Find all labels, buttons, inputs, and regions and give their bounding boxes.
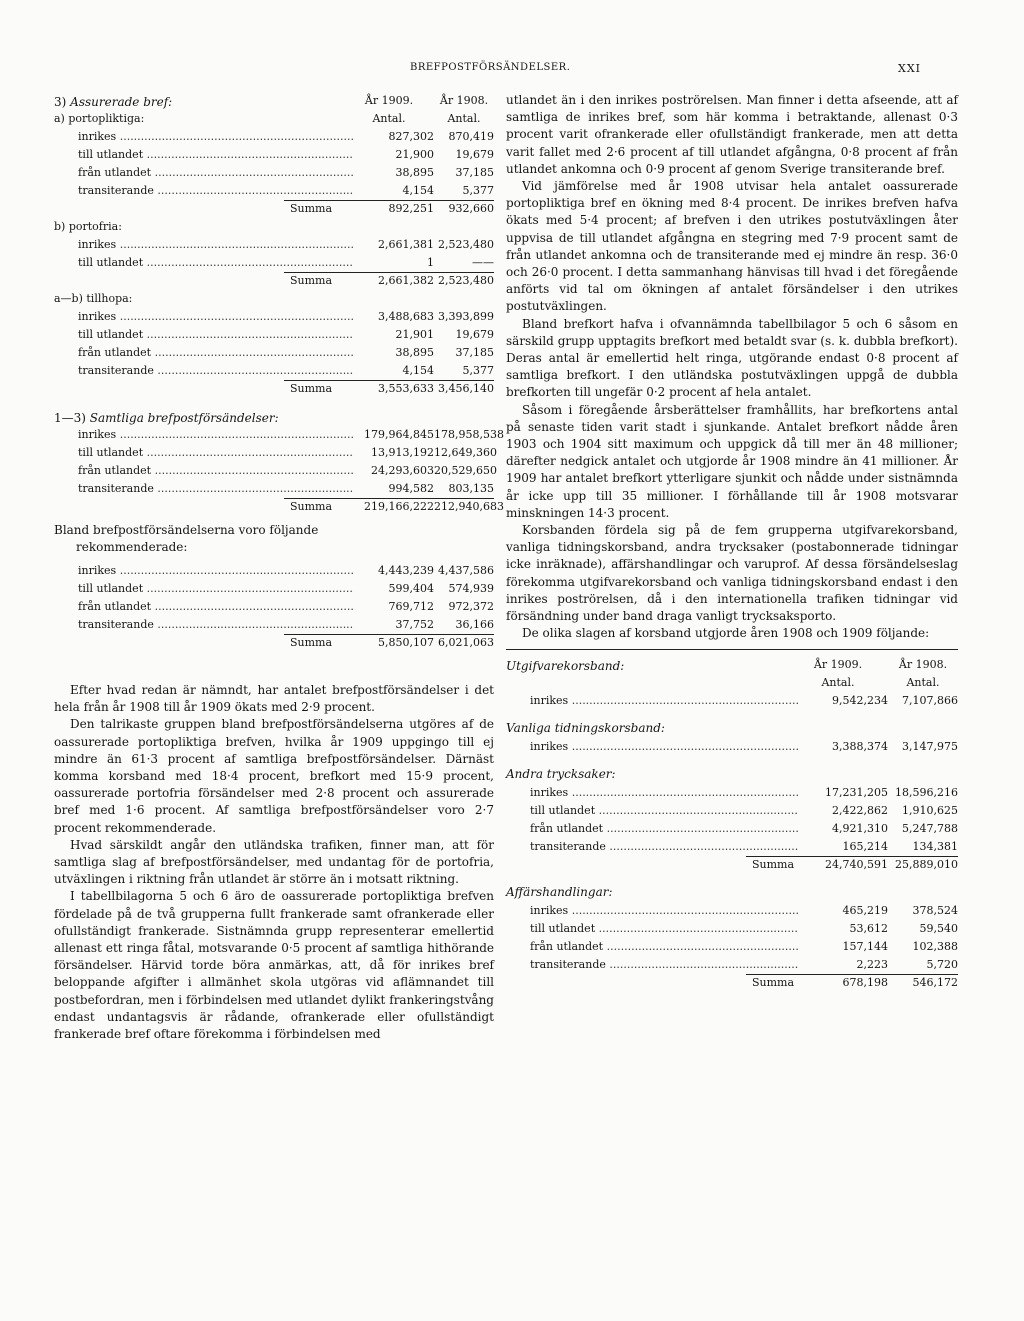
value-1909: 179,964,845 xyxy=(364,428,434,441)
section-number: 3) xyxy=(54,95,67,109)
row-label: inrikes ..... xyxy=(530,738,798,756)
column-year-1909: År 1909. xyxy=(364,94,414,107)
table-row xyxy=(506,938,958,956)
value-1909: 21,901 xyxy=(395,328,434,341)
total-1908: 212,940,683 xyxy=(434,500,504,513)
table-row xyxy=(54,598,494,616)
value-1909: 38,895 xyxy=(395,166,434,179)
value-1908: 5,720 xyxy=(926,957,958,971)
table-row xyxy=(54,344,494,362)
group-title: Affärshandlingar: xyxy=(506,884,613,899)
body-paragraph: Såsom i föregående årsberättelser framhållits, har brefkortens antal på senaste tiden varit stadt i sjunkande. Antalet brefkort nådde åren 1903 och 1904 sitt maximum och uppgick då till mer än 48 millioner; därefter nedgick antalet och utgjorde år 1908 mindre än 41 millioner. År 1909 har antalet brefkort ytterligare sjunkit och nådde under sistnämnda år icke upp till 35 millioner. I förhållande till år 1908 motsvarar minskningen 14·3 procent. xyxy=(506,402,958,520)
recommended-line-2: rekommenderade: xyxy=(76,540,188,554)
column-unit: Antal. xyxy=(447,112,481,125)
column-year-1909: År 1909. xyxy=(813,657,863,671)
section-title: Assurerade bref: xyxy=(70,95,173,109)
column-year-1908: År 1908. xyxy=(898,657,948,671)
table-top-rule xyxy=(506,649,958,650)
value-1909: 2,223 xyxy=(856,957,888,971)
summa-label: Summa xyxy=(290,500,333,513)
value-1909: 769,712 xyxy=(388,600,434,613)
table-row xyxy=(54,146,494,164)
korsband-table-header xyxy=(506,656,958,674)
value-1909: 24,293,603 xyxy=(371,464,434,477)
value-1909: 599,404 xyxy=(388,582,434,595)
value-1909: 21,900 xyxy=(395,148,434,161)
total-1908: 3,456,140 xyxy=(438,382,494,395)
row-label: inrikes ..... xyxy=(78,128,354,146)
value-1908: 5,377 xyxy=(462,184,494,197)
body-paragraph: utlandet än i den inrikes poströrelsen. Man finner i detta afseende, att af samtliga de inrikes bref, som här komma i betraktande, allenast 0·3 procent varit ofrankerade eller ofullständigt frankerade, men att detta varit fallet med 2·6 procent af till utlandet afgångna, 0·8 procent af från utlandet ankomna och 0·9 procent af genom Sverige transiterande bref. xyxy=(506,93,958,176)
table-row xyxy=(506,692,958,710)
row-label: från utlandet ..... xyxy=(78,598,354,616)
row-label: inrikes ..... xyxy=(530,784,798,802)
table-row xyxy=(54,236,494,254)
summa-row xyxy=(54,498,504,516)
sub-heading-a xyxy=(54,110,494,128)
value-1909: 37,752 xyxy=(395,618,434,631)
value-1908: 37,185 xyxy=(455,346,494,359)
total-1909: 5,850,107 xyxy=(378,636,434,649)
value-1909: 9,542,234 xyxy=(832,693,888,707)
row-label: till utlandet ..... xyxy=(78,146,354,164)
total-1909: 24,740,591 xyxy=(825,857,888,871)
total-1908: 2,523,480 xyxy=(438,274,494,287)
row-label: transiterande ..... xyxy=(78,616,354,634)
value-1908: 134,381 xyxy=(912,839,958,853)
value-1908: 102,388 xyxy=(912,939,958,953)
value-1908: 36,166 xyxy=(455,618,494,631)
value-1909: 4,154 xyxy=(402,184,434,197)
row-label: till utlandet ..... xyxy=(78,580,354,598)
body-paragraph: Vid jämförelse med år 1908 utvisar hela antalet oassurerade portopliktiga bref en ökning med 8·4 procent. De inrikes brefven hafva ökats med 5·4 procent; af brefven i den utrikes postutväxlingen åter uppvisa de till utlandet afgångna en stegring med 7·9 procent samt de från utlandet ankomna och de transiterande med ej mindre än resp. 36·0 och 26·0 procent. I detta sammanhang hänvisas till hvad i det föregående anförts vid tal om ökningen af antalet försändelser i den utrikes postutväxlingen. xyxy=(506,179,958,314)
value-1908: 4,437,586 xyxy=(438,564,494,577)
value-1908: 3,393,899 xyxy=(438,310,494,323)
total-1908: 6,021,063 xyxy=(438,636,494,649)
value-1908: 19,679 xyxy=(455,328,494,341)
row-label: transiterande ..... xyxy=(530,838,798,856)
row-label: inrikes ..... xyxy=(78,308,354,326)
value-1909: 53,612 xyxy=(849,921,888,935)
group-title: Utgifvarekorsband: xyxy=(506,658,625,673)
row-label: från utlandet ..... xyxy=(78,462,354,480)
value-1908: 37,185 xyxy=(455,166,494,179)
row-label: från utlandet ..... xyxy=(78,344,354,362)
section-1-3-heading xyxy=(54,408,494,426)
column-unit: Antal. xyxy=(821,675,855,689)
summa-row xyxy=(506,974,958,992)
value-1908: 378,524 xyxy=(912,903,958,917)
body-paragraph: De olika slagen af korsband utgjorde åren 1908 och 1909 följande: xyxy=(522,626,930,641)
subsection-title: a) portopliktiga: xyxy=(54,112,145,125)
table-row xyxy=(54,308,494,326)
value-1909: 4,921,310 xyxy=(832,821,888,835)
table-row xyxy=(54,164,494,182)
summa-row xyxy=(506,856,958,874)
right-column xyxy=(506,92,958,992)
table-row xyxy=(54,128,494,146)
total-1909: 892,251 xyxy=(388,202,434,215)
value-1908: 870,419 xyxy=(448,130,494,143)
summa-row xyxy=(54,380,494,398)
row-label: inrikes ..... xyxy=(530,692,798,710)
value-1908: 5,247,788 xyxy=(902,821,958,835)
total-1909: 2,661,382 xyxy=(378,274,434,287)
row-label: inrikes ..... xyxy=(530,902,798,920)
value-1908: 19,679 xyxy=(455,148,494,161)
value-1909: 4,154 xyxy=(402,364,434,377)
body-paragraph: Hvad särskildt angår den utländska trafiken, finner man, att för samtliga slag af brefpostförsändelser, med undantag för de portofria, utväxlingen i riktning från utlandet är större än i motsatt riktning. xyxy=(54,837,494,887)
row-label: transiterande ..... xyxy=(78,362,354,380)
total-1908: 932,660 xyxy=(448,202,494,215)
body-paragraph: Efter hvad redan är nämndt, har antalet brefpostförsändelser i det hela från år 1908 till år 1909 ökats med 2·9 procent. xyxy=(54,683,494,715)
table-row xyxy=(54,444,497,462)
value-1909: 3,488,683 xyxy=(378,310,434,323)
row-label: transiterande ..... xyxy=(78,182,354,200)
column-year-1908: År 1908. xyxy=(439,94,489,107)
table-row xyxy=(54,580,494,598)
value-1908: 7,107,866 xyxy=(902,693,958,707)
table-row xyxy=(54,616,494,634)
row-label: från utlandet ..... xyxy=(78,164,354,182)
row-label: till utlandet ..... xyxy=(78,326,354,344)
table-row xyxy=(506,956,958,974)
summa-label: Summa xyxy=(290,202,333,215)
value-1909: 13,913,192 xyxy=(371,446,434,459)
column-unit: Antal. xyxy=(906,675,940,689)
group-title: Vanliga tidningskorsband: xyxy=(506,720,665,735)
value-1909: 165,214 xyxy=(842,839,888,853)
page-header xyxy=(0,62,1024,82)
total-1909: 219,166,222 xyxy=(364,500,434,513)
value-1908: 18,596,216 xyxy=(895,785,958,799)
running-title: BREFPOSTFÖRSÄNDELSER. xyxy=(410,62,571,73)
summa-label: Summa xyxy=(290,274,333,287)
table-row xyxy=(54,254,494,272)
left-column xyxy=(54,92,504,1043)
summa-label: Summa xyxy=(752,857,795,871)
summa-row xyxy=(54,634,494,652)
table-row xyxy=(506,802,958,820)
group-title: Andra trycksaker: xyxy=(506,766,616,781)
row-label: transiterande ..... xyxy=(78,480,354,498)
summa-label: Summa xyxy=(752,975,795,989)
row-label: till utlandet ..... xyxy=(530,920,798,938)
section-number: 1—3) xyxy=(54,411,86,425)
row-label: inrikes ..... xyxy=(78,562,354,580)
section-title: Samtliga brefpostförsändelser: xyxy=(89,411,279,425)
row-label: till utlandet ..... xyxy=(78,444,354,462)
table-row xyxy=(506,902,958,920)
table-row xyxy=(54,182,494,200)
value-1909: 3,388,374 xyxy=(832,739,888,753)
value-1909: 157,144 xyxy=(842,939,888,953)
value-1909: 4,443,239 xyxy=(378,564,434,577)
value-1909: 1 xyxy=(427,256,434,269)
table-row xyxy=(54,426,504,444)
value-1909: 827,302 xyxy=(388,130,434,143)
table-row xyxy=(54,562,494,580)
summa-label: Summa xyxy=(290,636,333,649)
value-1909: 465,219 xyxy=(842,903,888,917)
body-paragraph: Bland brefkort hafva i ofvannämnda tabellbilagor 5 och 6 såsom en särskild grupp upptagits brefkort med betaldt svar (s. k. dubbla brefkort). Deras antal är emellertid helt ringa, utgörande endast 0·8 procent af samtliga brefkort. I den utländska postutväxlingen uppgå de dubbla brefkorten till ungefär 0·2 procent af hela antalet. xyxy=(506,316,958,400)
table-row xyxy=(54,362,494,380)
row-label: från utlandet ..... xyxy=(530,938,798,956)
value-1909: 17,231,205 xyxy=(825,785,888,799)
value-1908: 3,147,975 xyxy=(902,739,958,753)
body-paragraph: Den talrikaste gruppen bland brefpostförsändelserna utgöres af de oassurerade portopliktiga brefven, hvilka år 1909 uppgingo till ej mindre än 61·3 procent af samtliga brefpostförsändelser. Därnäst komma korsband med 18·4 procent, brefkort med 15·9 procent, oassurerade portofria försändelser med 2·8 procent och assurerade bref med 1·6 procent. Af samtliga brefpostförsändelser voro 2·7 procent rekommenderade. xyxy=(54,717,494,835)
total-1909: 3,553,633 xyxy=(378,382,434,395)
value-1909: 994,582 xyxy=(388,482,434,495)
summa-row xyxy=(54,200,494,218)
body-paragraph: Korsbanden fördela sig på de fem grupperna utgifvarekorsband, vanliga tidningskorsband, andra trycksaker (postabonnerade tidningar icke inräknade), affärshandlingar och varuprof. Af dessa försändelseslag förekomma utgifvarekorsband och vanliga tidningskorsband endast i den inrikes poströrelsen, då i den internationella trafiken tidningar vid försändning under band draga vanligt trycksaksporto. xyxy=(506,523,958,624)
value-1908: 574,939 xyxy=(448,582,494,595)
table-row xyxy=(506,920,958,938)
table-row xyxy=(506,784,958,802)
recommended-line-1: Bland brefpostförsändelserna voro följande xyxy=(54,523,319,537)
table-row xyxy=(54,480,494,498)
value-1908: 2,523,480 xyxy=(438,238,494,251)
value-1908: 12,649,360 xyxy=(434,446,497,459)
value-1909: 2,422,862 xyxy=(832,803,888,817)
body-paragraph: I tabellbilagorna 5 och 6 äro de oassurerade portopliktiga brefven fördelade på de två grupperna fullt frankerade samt ofrankerade eller ofullständigt frankerade. Sistnämnda grupp representerar emellertid allenast ett ringa fåtal, motsvarande 0·5 procent af samtliga hithörande försändelser. Härvid torde böra anmärkas, att, då för inrikes bref beloppande afgifter i allmänhet skola utgöras vid aflämnandet till postbefordran, men i förbindelsen med utlandet dylikt frankeringstvång endast undantagsvis är rådande, ofrankerade eller ofullständigt frankerade bref oftare förekomma i förbindelsen med xyxy=(54,889,494,1042)
value-1909: 2,661,381 xyxy=(378,238,434,251)
value-1909: 38,895 xyxy=(395,346,434,359)
summa-label: Summa xyxy=(290,382,333,395)
table-row xyxy=(54,462,497,480)
recommended-heading xyxy=(54,522,494,556)
value-1908: —— xyxy=(472,256,494,269)
row-label: till utlandet ..... xyxy=(530,802,798,820)
value-1908: 803,135 xyxy=(448,482,494,495)
row-label: transiterande ..... xyxy=(530,956,798,974)
table-row xyxy=(54,326,494,344)
value-1908: 59,540 xyxy=(919,921,958,935)
summa-row xyxy=(54,272,494,290)
sub-heading-ab: a—b) tillhopa: xyxy=(54,292,133,305)
row-label: inrikes ..... xyxy=(78,426,354,444)
total-1909: 678,198 xyxy=(842,975,888,989)
section-3-heading xyxy=(54,92,494,110)
table-row xyxy=(506,820,958,838)
table-row xyxy=(506,838,958,856)
row-label: till utlandet ..... xyxy=(78,254,354,272)
value-1908: 5,377 xyxy=(462,364,494,377)
value-1908: 1,910,625 xyxy=(902,803,958,817)
table-row xyxy=(506,738,958,756)
sub-heading-b: b) portofria: xyxy=(54,220,122,233)
column-unit: Antal. xyxy=(372,112,406,125)
value-1908: 178,958,538 xyxy=(434,428,504,441)
value-1908: 20,529,650 xyxy=(434,464,497,477)
row-label: från utlandet ..... xyxy=(530,820,798,838)
page-number: XXI xyxy=(898,62,922,75)
total-1908: 546,172 xyxy=(912,975,958,989)
row-label: inrikes ..... xyxy=(78,236,354,254)
unit-header xyxy=(506,674,958,692)
value-1908: 972,372 xyxy=(448,600,494,613)
total-1908: 25,889,010 xyxy=(895,857,958,871)
